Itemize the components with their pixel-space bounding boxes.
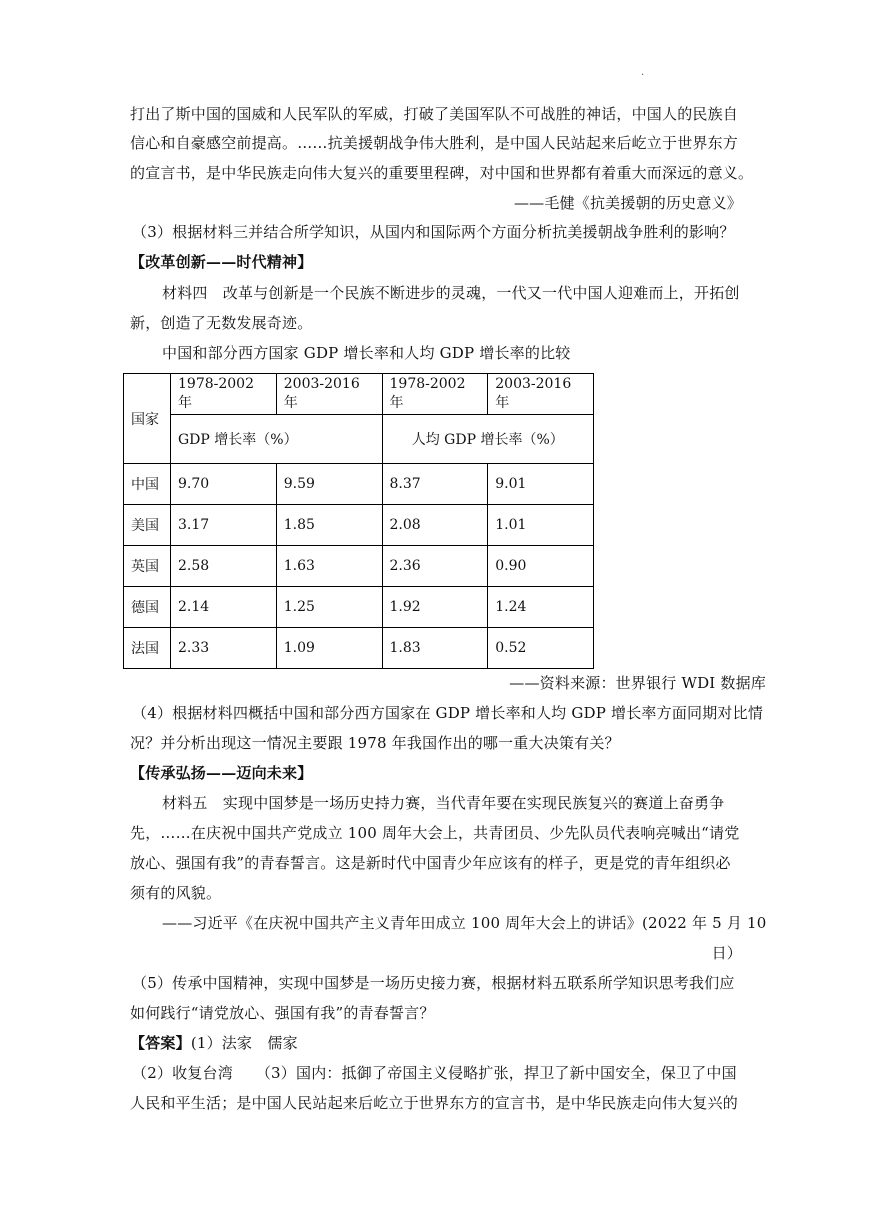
- question-4: （4）根据材料四概括中国和部分西方国家在 GDP 增长率和人均 GDP 增长率方面同期对比情: [132, 704, 764, 722]
- country-cell: 德国: [124, 587, 171, 628]
- table-row: [124, 505, 594, 546]
- value-cell: 9.70: [171, 464, 277, 505]
- value-cell: 1.83: [382, 628, 488, 669]
- text-line: 人民和平生活；是中国人民站起来后屹立于世界东方的宣言书，是中华民族走向伟大复兴的: [130, 1094, 739, 1112]
- answer-heading: 【答案】(1）法家 儒家: [130, 1034, 298, 1052]
- answer-1: (1）法家 儒家: [190, 1034, 298, 1052]
- table-header-period: 1978-2002 年: [382, 374, 488, 415]
- value-cell: 1.85: [276, 505, 382, 546]
- table-header-period: 1978-2002 年: [171, 374, 277, 415]
- page-dot: ·: [641, 70, 645, 81]
- text-line: 打出了斯中国的国威和人民军队的军威，打破了美国军队不可战胜的神话，中国人的民族自: [130, 105, 739, 123]
- table-row: [124, 546, 594, 587]
- text-line: 况？并分析出现这一情况主要跟 1978 年我国作出的哪一重大决策有关？: [130, 734, 620, 752]
- material-4-text: 材料四 改革与创新是一个民族不断进步的灵魂，一代又一代中国人迎难而上，开拓创: [162, 284, 740, 302]
- table-row: [124, 628, 594, 669]
- value-cell: 0.52: [488, 628, 594, 669]
- table-header-period: 2003-2016 年: [488, 374, 594, 415]
- country-cell: 美国: [124, 505, 171, 546]
- value-cell: 1.24: [488, 587, 594, 628]
- value-cell: 1.09: [276, 628, 382, 669]
- value-cell: 1.25: [276, 587, 382, 628]
- value-cell: 0.90: [488, 546, 594, 587]
- value-cell: 1.63: [276, 546, 382, 587]
- value-cell: 9.59: [276, 464, 382, 505]
- answer-2-3: （2）收复台湾 （3）国内：抵御了帝国主义侵略扩张，捍卫了新中国安全，保卫了中国: [132, 1064, 737, 1082]
- value-cell: 2.33: [171, 628, 277, 669]
- table-source: ——资料来源：世界银行 WDI 数据库: [509, 674, 766, 692]
- table-caption: 中国和部分西方国家 GDP 增长率和人均 GDP 增长率的比较: [162, 344, 571, 362]
- citation-date: 日）: [711, 944, 742, 962]
- section-heading: 【传承弘扬——迈向未来】: [130, 764, 313, 782]
- value-cell: 1.01: [488, 505, 594, 546]
- country-cell: 英国: [124, 546, 171, 587]
- question-5: （5）传承中国精神，实现中国梦是一场历史接力赛，根据材料五联系所学知识思考我们应: [132, 974, 735, 992]
- text-line: 信心和自豪感空前提高。……抗美援朝战争伟大胜利，是中国人民站起来后屹立于世界东方: [130, 134, 739, 152]
- section-heading: 【改革创新——时代精神】: [130, 253, 313, 271]
- table-row: [124, 464, 594, 505]
- value-cell: 2.14: [171, 587, 277, 628]
- country-cell: 法国: [124, 628, 171, 669]
- text-line: 如何践行“请党放心、强国有我”的青春誓言？: [130, 1004, 435, 1022]
- gdp-growth-table: [123, 373, 594, 669]
- table-header-gdp: GDP 增长率（%）: [171, 415, 383, 464]
- citation: ——毛健《抗美援朝的历史意义》: [513, 194, 742, 212]
- material-5-text: 材料五 实现中国梦是一场历史持力赛，当代青年要在实现民族复兴的赛道上奋勇争: [162, 794, 725, 812]
- text-line: 放心、强国有我”的青春誓言。这是新时代中国青少年应该有的样子，更是党的青年组织必: [130, 854, 731, 872]
- country-cell: 中国: [124, 464, 171, 505]
- value-cell: 1.92: [382, 587, 488, 628]
- text-line: 先，……在庆祝中国共产党成立 100 周年大会上，共青团员、少先队员代表响亮喊出“请党: [130, 824, 740, 842]
- table-row: [124, 587, 594, 628]
- value-cell: 2.36: [382, 546, 488, 587]
- value-cell: 2.58: [171, 546, 277, 587]
- table-header-country: 国家: [124, 374, 171, 464]
- table-header-per-capita-gdp: 人均 GDP 增长率（%）: [382, 415, 594, 464]
- text-line: 的宣言书，是中华民族走向伟大复兴的重要里程碑，对中国和世界都有着重大而深远的意义。: [130, 164, 754, 182]
- text-line: 新，创造了无数发展奇迹。: [130, 314, 313, 332]
- value-cell: 2.08: [382, 505, 488, 546]
- table-header-period: 2003-2016 年: [276, 374, 382, 415]
- value-cell: 3.17: [171, 505, 277, 546]
- question-3: （3）根据材料三并结合所学知识，从国内和国际两个方面分析抗美援朝战争胜利的影响？: [132, 223, 735, 241]
- citation: ——习近平《在庆祝中国共产主义青年田成立 100 周年大会上的讲话》(2022 年 5 月 10: [162, 914, 767, 932]
- text-line: 须有的风貌。: [130, 884, 222, 902]
- value-cell: 9.01: [488, 464, 594, 505]
- value-cell: 8.37: [382, 464, 488, 505]
